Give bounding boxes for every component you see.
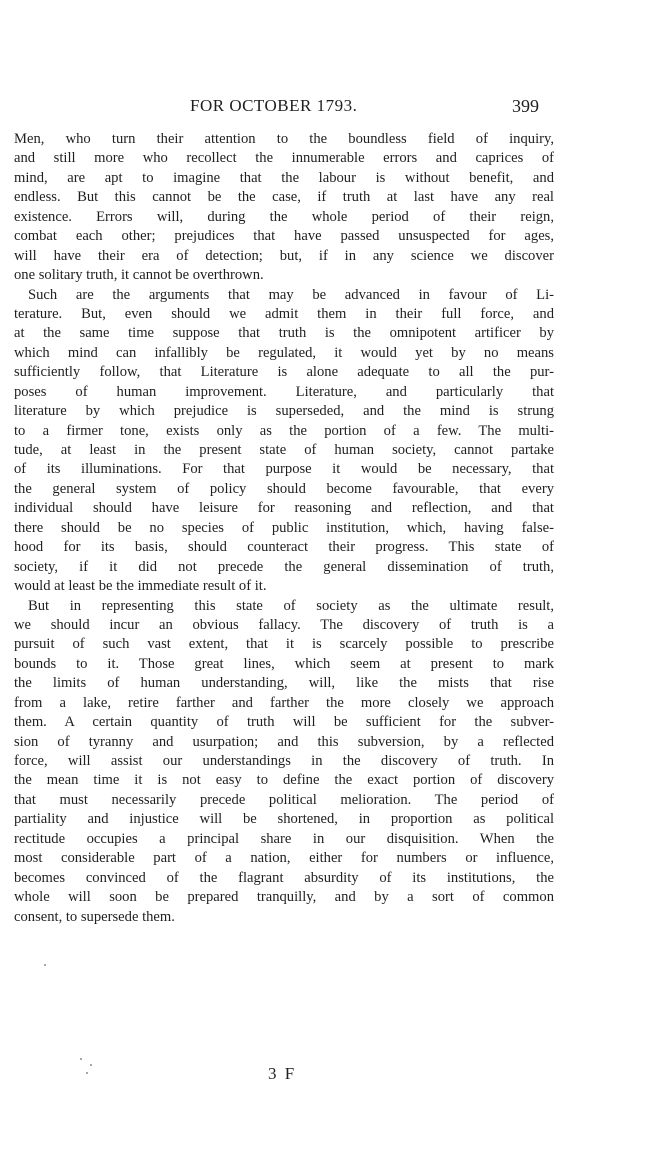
text-line: society, if it did not precede the general dissemination of truth, — [14, 558, 554, 575]
text-line: hood for its basis, should counteract their progress. This state of — [14, 539, 554, 556]
paper-speck — [80, 1058, 82, 1060]
paper-speck — [86, 1072, 88, 1074]
text-line: the general system of policy should become favourable, that every — [14, 480, 554, 497]
text-line: existence. Errors will, during the whole period of their reign, — [14, 208, 554, 225]
text-line: the mean time it is not easy to define the exact portion of discovery — [14, 772, 554, 789]
text-line: one solitary truth, it cannot be overthrown. — [14, 267, 264, 284]
text-line: terature. But, even should we admit them in their full force, and — [14, 305, 554, 322]
text-line: force, will assist our understandings in the discovery of truth. In — [14, 753, 554, 769]
text-line: mind, are apt to imagine that the labour is without benefit, and — [14, 169, 554, 186]
text-line: and still more who recollect the innumerable errors and caprices of — [14, 150, 554, 167]
body-text — [14, 130, 554, 927]
text-line: at the same time suppose that truth is the omnipotent artificer by — [14, 325, 554, 342]
text-line: most considerable part of a nation, either for numbers or influence, — [14, 850, 554, 867]
text-line: combat each other; prejudices that have passed unsuspected for ages, — [14, 228, 554, 245]
running-title: FOR OCTOBER 1793. — [190, 96, 358, 115]
text-line: we should incur an obvious fallacy. The discovery of truth is a — [14, 616, 554, 633]
paragraph — [14, 130, 554, 286]
text-line: to a firmer tone, exists only as the portion of a few. The multi- — [14, 422, 554, 439]
text-line: individual should have leisure for reasoning and reflection, and that — [14, 500, 554, 517]
text-line: would at least be the immediate result of it. — [14, 578, 267, 595]
text-line: that must necessarily precede political melioration. The period of — [14, 791, 554, 808]
text-line: sion of tyranny and usurpation; and this subversion, by a reflected — [14, 733, 554, 750]
paragraph — [14, 597, 554, 927]
text-line: Such are the arguments that may be advanced in favour of Li- — [28, 286, 554, 303]
paper-speck — [90, 1064, 92, 1066]
text-line: them. A certain quantity of truth will be sufficient for the subver- — [14, 714, 554, 731]
text-line: literature by which prejudice is superseded, and the mind is strung — [14, 403, 554, 420]
text-line: partiality and injustice will be shortened, in proportion as political — [14, 811, 554, 828]
text-line: which mind can infallibly be regulated, it would yet by no means — [14, 344, 554, 361]
text-line: poses of human improvement. Literature, and particularly that — [14, 383, 554, 400]
text-line: But in representing this state of society as the ultimate result, — [28, 597, 554, 614]
text-line: will have their era of detection; but, if in any science we discover — [14, 247, 554, 264]
text-line: rectitude occupies a principal share in our disquisition. When the — [14, 830, 554, 847]
text-line: there should be no species of public institution, which, having false- — [14, 519, 554, 536]
text-line: whole will soon be prepared tranquilly, and by a sort of common — [14, 889, 554, 906]
text-line: pursuit of such vast extent, that it is scarcely possible to prescribe — [14, 636, 554, 653]
text-line: endless. But this cannot be the case, if truth at last have any real — [14, 189, 554, 206]
text-line: consent, to supersede them. — [14, 908, 175, 925]
text-line: the limits of human understanding, will, like the mists that rise — [14, 675, 554, 692]
text-line: bounds to it. Those great lines, which seem at present to mark — [14, 655, 554, 672]
text-line: Men, who turn their attention to the boundless field of inquiry, — [14, 131, 554, 147]
text-line: of its illuminations. For that purpose it would be necessary, that — [14, 461, 554, 478]
paper-speck — [44, 964, 46, 966]
text-line: sufficiently follow, that Literature is alone adequate to all the pur- — [14, 364, 554, 381]
printer-signature: 3 F — [268, 1064, 297, 1083]
paragraph — [14, 286, 554, 597]
text-line: becomes convinced of the flagrant absurdity of its institutions, the — [14, 869, 554, 886]
text-line: tude, at least in the present state of human society, cannot partake — [14, 442, 554, 458]
text-line: from a lake, retire farther and farther the more closely we approach — [14, 694, 554, 711]
page-number: 399 — [512, 96, 539, 116]
